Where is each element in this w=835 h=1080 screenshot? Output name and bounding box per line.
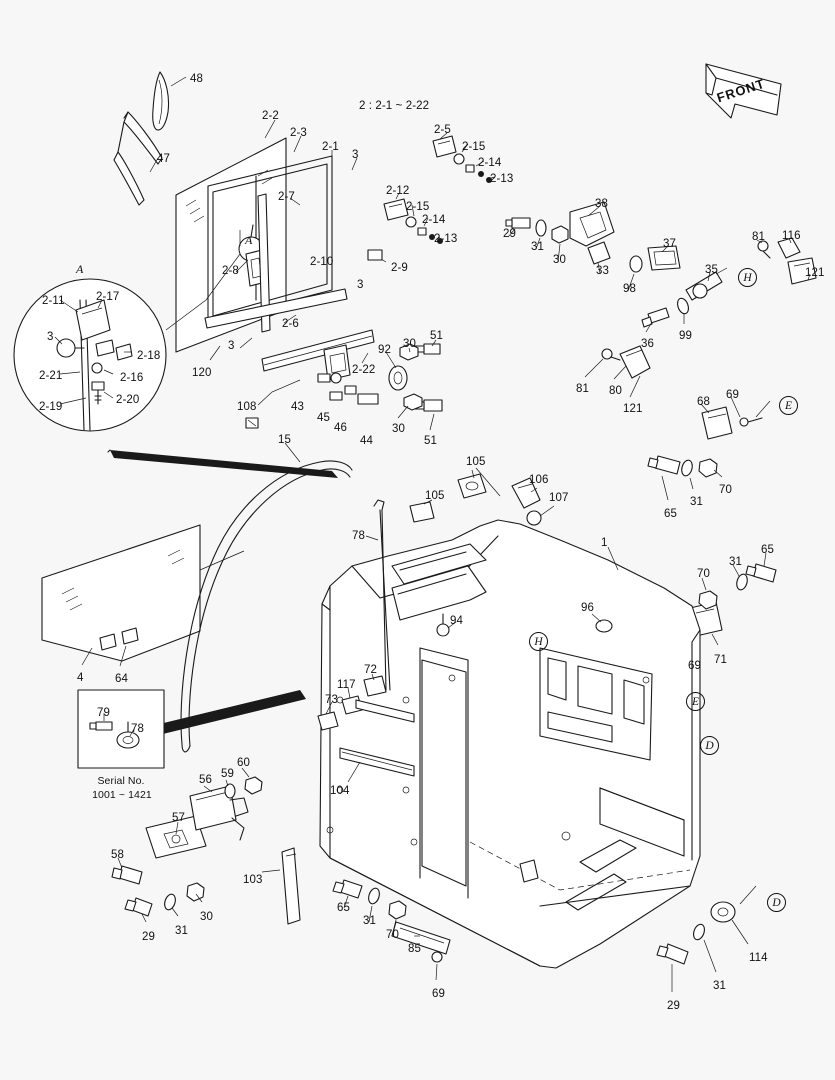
callout-2-9: 2-9	[391, 262, 408, 274]
callout-2-3: 2-3	[290, 127, 307, 139]
bolt-65c	[333, 880, 362, 898]
callout-56: 56	[199, 774, 212, 786]
callout-33: 33	[596, 265, 609, 277]
hinge-2-12	[384, 199, 408, 220]
callout-29-b: 29	[142, 931, 155, 943]
callout-105-a: 105	[466, 456, 486, 468]
callout-64: 64	[115, 673, 128, 685]
fasteners-43-46	[318, 373, 378, 404]
nut-70c	[389, 901, 406, 919]
callout-104: 104	[330, 785, 350, 797]
clip-72	[364, 676, 386, 696]
callout-72: 72	[364, 664, 377, 676]
callout-116: 116	[782, 230, 801, 242]
nut-30d	[187, 883, 204, 901]
callout-79: 79	[97, 707, 110, 719]
washer-99	[676, 297, 691, 315]
section-ref-d-1: D	[700, 736, 719, 755]
section-ref-h-1: H	[738, 268, 757, 287]
callout-121-a: 121	[805, 267, 825, 279]
washer-31b	[680, 459, 694, 477]
callout-103: 103	[243, 874, 263, 886]
bolt-29c	[657, 944, 688, 964]
callout-2-11: 2-11	[42, 295, 65, 307]
callout-81-b: 81	[576, 383, 589, 395]
callout-2-1: 2-1	[322, 141, 339, 153]
callout-105-b: 105	[425, 490, 445, 502]
detail-marker-a-inset: A	[76, 262, 84, 276]
section-ref-e-1: E	[779, 396, 798, 415]
bolt-36	[642, 308, 669, 327]
callout-51-b: 51	[424, 435, 437, 447]
bolt-58	[112, 866, 142, 884]
callout-46: 46	[334, 422, 347, 434]
washer-31d	[163, 893, 177, 911]
callout-94: 94	[450, 615, 463, 627]
washer-31e	[367, 887, 381, 905]
callout-59: 59	[221, 768, 234, 780]
callout-70-a: 70	[719, 484, 732, 496]
callout-31-a: 31	[531, 241, 544, 253]
callout-2-16: 2-16	[120, 372, 144, 384]
callout-45: 45	[317, 412, 330, 424]
callout-31-d: 31	[175, 925, 188, 937]
callout-2-7: 2-7	[278, 191, 295, 203]
callout-2-2: 2-2	[262, 110, 279, 122]
callout-3-b: 3	[357, 279, 364, 291]
bracket-33	[588, 242, 610, 264]
callout-65-b: 65	[761, 544, 774, 556]
callout-106: 106	[529, 474, 549, 486]
callout-92: 92	[378, 344, 391, 356]
callout-30-c: 30	[553, 254, 566, 266]
pin-69c	[432, 952, 442, 962]
callout-37: 37	[663, 238, 676, 250]
callout-68: 68	[697, 396, 710, 408]
callout-114: 114	[749, 952, 768, 964]
callout-78-a: 78	[352, 530, 365, 542]
mount-68	[702, 407, 732, 439]
nut-30c	[552, 226, 568, 243]
callout-3-a: 3	[352, 149, 359, 161]
callout-2-19: 2-19	[39, 401, 63, 413]
callout-29-a: 29	[503, 228, 516, 240]
detail-marker-a-top: A	[245, 233, 253, 247]
callout-117: 117	[337, 679, 356, 691]
front-arrow-label: FRONT	[714, 75, 767, 106]
callout-35: 35	[705, 264, 718, 276]
callout-3-c: 3	[228, 340, 235, 352]
callout-48: 48	[190, 73, 203, 85]
callout-2-17: 2-17	[96, 291, 120, 303]
door-glass-4	[42, 525, 200, 661]
section-ref-d-2: D	[767, 893, 786, 912]
callout-121-b: 121	[623, 403, 643, 415]
callout-78-b: 78	[131, 723, 144, 735]
wiper-blade-48	[153, 72, 169, 130]
callout-2-14-b: 2-14	[422, 214, 446, 226]
knob-96	[596, 620, 612, 632]
bolt-65b	[746, 564, 776, 582]
callout-2-20: 2-20	[116, 394, 140, 406]
nut-70a	[699, 459, 717, 477]
callout-4: 4	[77, 672, 84, 684]
callout-58: 58	[111, 849, 124, 861]
callout-2-8: 2-8	[222, 265, 239, 277]
bolt-29b	[125, 898, 152, 916]
callout-85: 85	[408, 943, 421, 955]
washer-92	[389, 366, 407, 390]
callout-96: 96	[581, 602, 594, 614]
callout-38: 38	[595, 198, 608, 210]
range-note: 2 : 2-1 ~ 2-22	[359, 100, 430, 112]
callout-36: 36	[641, 338, 654, 350]
callout-2-13-a: 2-13	[490, 173, 514, 185]
section-ref-e-2: E	[686, 692, 705, 711]
callout-69-c: 69	[432, 988, 445, 1000]
callout-69-a: 69	[726, 389, 739, 401]
callout-1: 1	[601, 537, 608, 549]
callout-69-b: 69	[688, 660, 701, 672]
plate-85	[392, 922, 450, 954]
callout-60: 60	[237, 757, 250, 769]
serial-inset-box	[78, 690, 164, 768]
washer-98	[630, 256, 642, 272]
bolt-29a	[506, 218, 530, 228]
callout-51-a: 51	[430, 330, 443, 342]
callout-30-b: 30	[392, 423, 405, 435]
callout-2-5: 2-5	[434, 124, 451, 136]
callout-57: 57	[172, 812, 185, 824]
callout-2-6: 2-6	[282, 318, 299, 330]
callout-31-e: 31	[363, 915, 376, 927]
callout-2-15-a: 2-15	[462, 141, 486, 153]
callout-3-d: 3	[47, 331, 54, 343]
cap-105a	[458, 474, 486, 498]
washer-59	[225, 784, 235, 798]
callout-81-a: 81	[752, 231, 765, 243]
callout-2-12: 2-12	[386, 185, 410, 197]
callout-98: 98	[623, 283, 636, 295]
callout-70-c: 70	[386, 929, 399, 941]
callout-30-d: 30	[200, 911, 213, 923]
callout-2-13-b: 2-13	[434, 233, 458, 245]
callout-30-a: 30	[403, 338, 416, 350]
screw-79	[90, 722, 112, 730]
washer-31a	[536, 220, 546, 236]
callout-47: 47	[157, 153, 170, 165]
callout-70-b: 70	[697, 568, 710, 580]
callout-43: 43	[291, 401, 304, 413]
callout-44: 44	[360, 435, 373, 447]
strip-103	[282, 848, 300, 924]
hinge-2-5	[433, 136, 456, 157]
callout-2-10: 2-10	[310, 256, 334, 268]
callout-31-c: 31	[729, 556, 742, 568]
callout-107: 107	[549, 492, 569, 504]
washer-31c	[735, 573, 749, 591]
bolt-65a	[648, 456, 680, 474]
section-ref-h-2: H	[529, 632, 548, 651]
pin-69a	[740, 418, 762, 426]
callout-2-18: 2-18	[137, 350, 161, 362]
callout-65-a: 65	[664, 508, 677, 520]
callout-31-f: 31	[713, 980, 726, 992]
callout-2-21: 2-21	[39, 370, 63, 382]
clip-73	[318, 712, 338, 730]
callout-31-b: 31	[690, 496, 703, 508]
callout-2-14-a: 2-14	[478, 157, 502, 169]
callout-108: 108	[237, 401, 257, 413]
callout-29-c: 29	[667, 1000, 680, 1012]
callout-120: 120	[192, 367, 212, 379]
washer-31f	[692, 923, 707, 941]
callout-71: 71	[714, 654, 727, 666]
callout-80: 80	[609, 385, 622, 397]
callout-73: 73	[325, 694, 338, 706]
serial-note-line2: 1001 ~ 1421	[92, 789, 152, 801]
callout-2-15-b: 2-15	[406, 201, 430, 213]
callout-2-22: 2-22	[352, 364, 376, 376]
nut-60	[245, 777, 262, 794]
grommet-114	[711, 902, 735, 922]
serial-note-line1: Serial No.	[97, 775, 145, 787]
callout-65-c: 65	[337, 902, 350, 914]
cap-105b	[410, 502, 434, 522]
callout-15: 15	[278, 434, 291, 446]
callout-99: 99	[679, 330, 692, 342]
